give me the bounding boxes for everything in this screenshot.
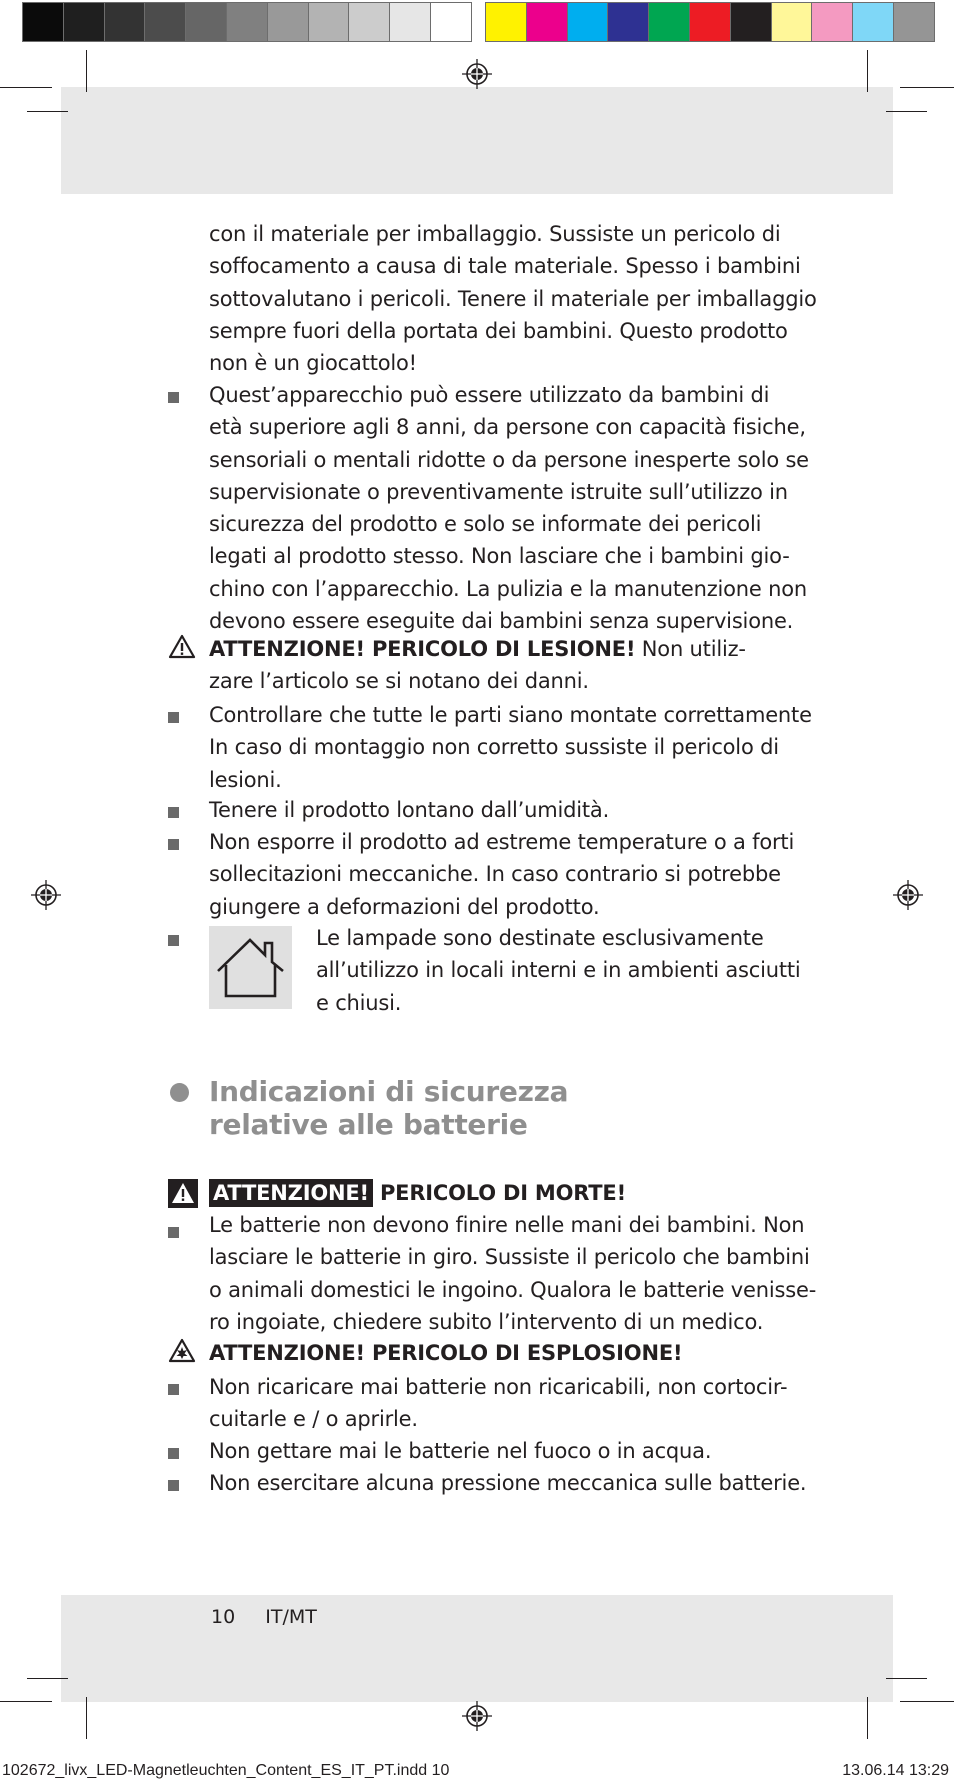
color-swatch (144, 2, 186, 42)
explosion-warning-icon (168, 1338, 196, 1363)
bullet-recharge-text (209, 1371, 789, 1436)
color-swatch (267, 2, 309, 42)
warning-explosion: ATTENZIONE! PERICOLO DI ESPLOSIONE! (209, 1341, 683, 1365)
text-line: lasciare le batterie in giro. Sussiste il pericolo che bambini (209, 1245, 810, 1270)
heading-line-2: relative alle batterie (209, 1108, 528, 1141)
text-line: Quest’apparecchio può essere utilizzato da bambini di (209, 383, 770, 407)
color-swatch (811, 2, 853, 42)
bullet-marker (168, 1480, 179, 1491)
footer-band (61, 1595, 893, 1702)
heading-bullet (170, 1083, 189, 1102)
color-swatch (852, 2, 894, 42)
text-line: non è un giocattolo! (209, 351, 417, 376)
attention-label-boxed: ATTENZIONE! (209, 1179, 373, 1207)
slug-filename: 102672_livx_LED-Magnetleuchten_Content_ES_IT_PT.indd 10 (2, 1762, 450, 1779)
color-swatch (185, 2, 227, 42)
warning-death (209, 1177, 789, 1209)
bullet-indoor-text (316, 922, 801, 1019)
text-line: cuitarle e / o aprirle. (209, 1407, 418, 1432)
text-line: chino con l’apparecchio. La pulizia e la manutenzione non (209, 576, 807, 601)
warning-injury-heading: ATTENZIONE! PERICOLO DI LESIONE! (209, 637, 636, 661)
color-swatch (22, 2, 64, 42)
bullet-children-text (209, 379, 809, 637)
text-line: ro ingoiate, chiedere subito l’intervento di un medico. (209, 1309, 764, 1334)
text-line: Le batterie non devono finire nelle mani dei bambini. Non (209, 1213, 805, 1237)
color-swatch (226, 2, 268, 42)
bullet-marker (168, 935, 179, 946)
text-line: devono essere eseguite dai bambini senza supervisione. (209, 609, 794, 634)
text-line: sensoriali o mentali ridotte o da persone inesperte solo se (209, 447, 809, 472)
registration-mark-icon (462, 1701, 492, 1731)
color-swatch (63, 2, 105, 42)
warning-injury-rest: Non utiliz- (635, 637, 746, 661)
text-line: Tenere il prodotto lontano dall’umidità. (209, 798, 610, 822)
color-swatch (648, 2, 690, 42)
house-icon (209, 926, 292, 1009)
text-line: soffocamento a causa di tale materiale. Spesso i bambini (209, 254, 801, 279)
section-heading-batteries (209, 1075, 568, 1141)
bullet-marker (168, 807, 179, 818)
bullet-humidity-text (209, 794, 789, 826)
warning-filled-triangle-icon (168, 1179, 198, 1208)
text-line: all’utilizzo in locali interni e in ambienti asciutti (316, 958, 801, 983)
text-line: sempre fuori della portata dei bambini. Questo prodotto (209, 318, 788, 343)
bullet-fire-text (209, 1435, 789, 1467)
color-swatch (893, 2, 935, 42)
text-line: Non esporre il prodotto ad estreme temperature o a forti (209, 830, 795, 854)
warning-injury-line2: zare l’articolo se si notano dei danni. (209, 669, 589, 694)
text-line: lesioni. (209, 767, 282, 792)
color-swatch (730, 2, 772, 42)
bullet-marker (168, 712, 179, 723)
bullet-temperature-text (209, 826, 795, 923)
bullet-pressure-text (209, 1467, 807, 1499)
text-line: sicurezza del prodotto e solo se informate dei pericoli (209, 512, 762, 537)
text-line: o animali domestici le ingoino. Qualora le batterie venisse- (209, 1277, 817, 1302)
text-line: supervisionate o preventivamente istruite sull’utilizzo in (209, 479, 788, 504)
bullet-marker (168, 839, 179, 850)
color-swatch (607, 2, 649, 42)
bullet-marker (168, 392, 179, 403)
heading-line-1: Indicazioni di sicurezza (209, 1075, 569, 1108)
text-line: con il materiale per imballaggio. Sussiste un pericolo di (209, 222, 781, 246)
bullet-marker (168, 1384, 179, 1395)
bullet-marker (168, 1227, 179, 1238)
registration-mark-icon (462, 59, 492, 89)
color-swatch (104, 2, 146, 42)
registration-mark-icon (31, 880, 61, 910)
warning-death-rest: PERICOLO DI MORTE! (372, 1181, 626, 1205)
bullet-batteries-children-text (209, 1209, 817, 1338)
country-code: IT/MT (265, 1606, 317, 1628)
color-swatch (430, 2, 472, 42)
slug-date: 13.06.14 13:29 (842, 1762, 949, 1779)
color-swatch (526, 2, 568, 42)
text-line: Le lampade sono destinate esclusivamente (316, 926, 764, 950)
color-swatch (308, 2, 350, 42)
header-band (61, 87, 893, 194)
color-swatch (389, 2, 431, 42)
color-swatch (567, 2, 609, 42)
text-line: età superiore agli 8 anni, da persone con capacità fisiche, (209, 415, 806, 440)
para-packaging-continued (209, 218, 817, 379)
color-swatch (485, 2, 527, 42)
registration-mark-icon (893, 880, 923, 910)
text-line: e chiusi. (316, 990, 402, 1015)
text-line: legati al prodotto stesso. Non lasciare che i bambini gio- (209, 544, 790, 569)
text-line: sollecitazioni meccaniche. In caso contrario si potrebbe (209, 862, 781, 887)
page-number: 10 (211, 1606, 236, 1628)
text-line: sottovalutano i pericoli. Tenere il materiale per imballaggio (209, 286, 817, 311)
warning-triangle-icon (168, 634, 196, 659)
text-line: Non ricaricare mai batterie non ricaricabili, non cortocir- (209, 1375, 788, 1399)
warning-injury (209, 633, 789, 698)
bullet-marker (168, 1448, 179, 1459)
text-line: giungere a deformazioni del prodotto. (209, 894, 600, 919)
color-swatch (689, 2, 731, 42)
text-line: Controllare che tutte le parti siano montate correttamente (209, 703, 812, 727)
page-footer (211, 1606, 317, 1628)
text-line: In caso di montaggio non corretto sussiste il pericolo di (209, 735, 779, 760)
text-line: Non gettare mai le batterie nel fuoco o in acqua. (209, 1439, 712, 1463)
color-swatch (348, 2, 390, 42)
text-line: Non esercitare alcuna pressione meccanica sulle batterie. (209, 1471, 807, 1495)
color-swatch (771, 2, 813, 42)
indoor-use-symbol (209, 926, 292, 1009)
bullet-assembly-text (209, 699, 812, 796)
